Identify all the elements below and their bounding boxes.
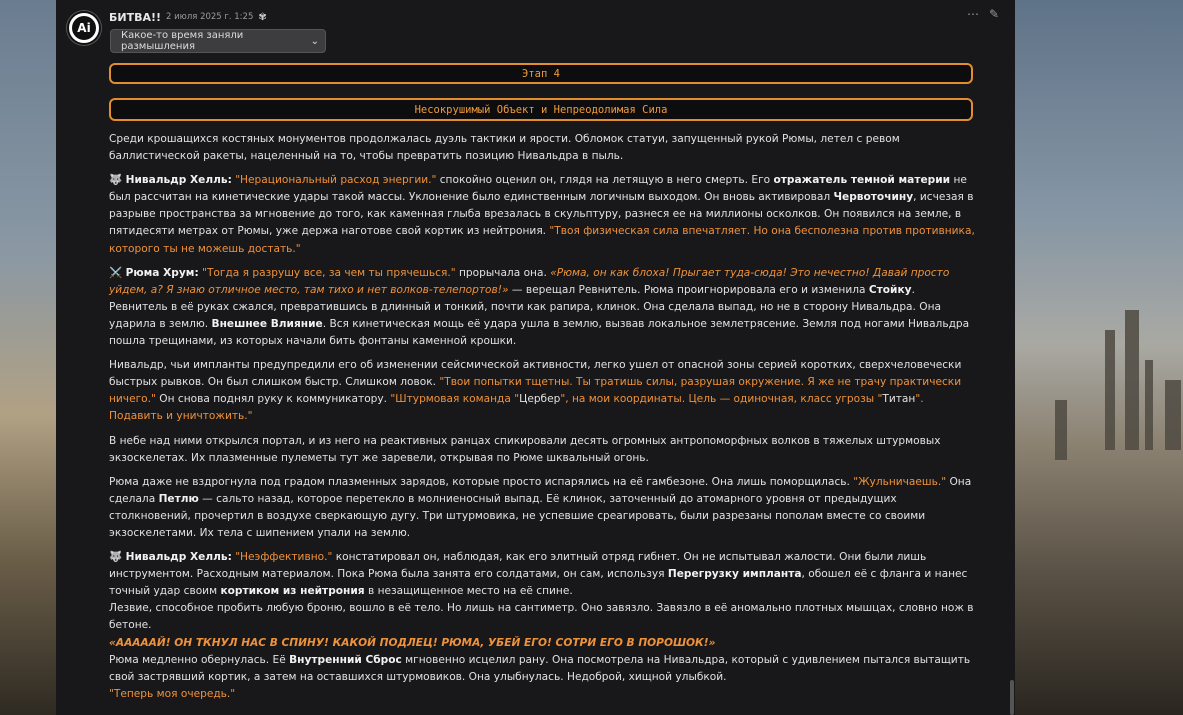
avatar-logo: Ai	[72, 16, 96, 40]
story-paragraph	[109, 474, 975, 542]
ellipsis-icon[interactable]: ⋯	[966, 7, 979, 21]
story-shout: «АААААЙ! ОН ТКНУЛ НАС В СПИНУ! КАКОЙ ПОДЛЕЦ! РЮМА, УБЕЙ ЕГО! СОТРИ ЕГО В ПОРОШОК!»	[109, 636, 716, 649]
character-name[interactable]: БИТВА!!	[109, 10, 162, 24]
narration: , исчезая в разрыве пространства за мгновение до того, как каменная глыба врезалась в скульптуру, разнеся ее на миллионы осколков. Он появился на земле, в пятидесяти метрах от Рюмы, уже держа наготове свой кортик из нейтрония.	[109, 191, 974, 238]
wolf-icon: 🐺	[109, 551, 123, 564]
scrollbar[interactable]	[1009, 0, 1015, 715]
puzzle-icon: ✾	[258, 11, 267, 23]
final-quote: "Теперь моя очередь."	[109, 687, 236, 700]
reasoning-dropdown[interactable]	[110, 29, 326, 53]
speaker-name: Нивальдр Хелль:	[125, 174, 232, 187]
narration: в незащищенное место на её спине.	[364, 585, 573, 598]
dialogue-quote: "Твоя физическая сила впечатляет. Но она бесполезна против противника, которого ты не можешь достать."	[109, 225, 975, 255]
story-paragraph	[109, 652, 975, 686]
narration: спокойно оценил он, глядя на летящую в него смерть. Его	[436, 174, 774, 187]
dialogue-quote: "Неэффективно."	[235, 551, 333, 564]
dialogue-quote: "Тогда я разрушу все, за чем ты прячешься."	[202, 266, 456, 279]
background-left	[0, 0, 56, 715]
stage-banner-text: Этап 4	[522, 67, 560, 80]
speaker-name: Рюма Хрум:	[125, 266, 199, 279]
story-paragraph: В небе над ними открылся портал, и из него на реактивных ранцах спикировали десять огромных антропоморфных волков в тяжелых штурмовых экзоскелетах. Их плазменные пулеметы тут же заревели, открывая по Рюме шквальный огонь.	[109, 434, 941, 464]
dialogue-quote: "Твои попытки тщетны. Ты тратишь силы, разрушая окружение. Я же не трачу практически ничего."	[109, 376, 962, 406]
dialogue-quote: "Штурмовая команда "	[390, 393, 520, 406]
narration: Она сделала	[109, 475, 972, 505]
narration: мгновенно исцелил рану. Она посмотрела на Нивальдра, который с удивлением пытался вытащить свой застрявший кортик, а затем на оставшихся штурмовиков. Она улыбнулась. Недоброй, хищной улыбкой.	[109, 653, 971, 683]
bold-term: Стойку	[868, 283, 912, 296]
bold-term: Внутренний Сброс	[289, 653, 402, 666]
bold-term: Червоточину	[833, 191, 914, 204]
bold-term: Внешнее Влияние	[211, 317, 323, 330]
story-text	[109, 131, 975, 703]
narration: Цербер	[519, 393, 561, 406]
bold-term: Петлю	[158, 492, 199, 505]
speaker-name: Нивальдр Хелль:	[125, 551, 232, 564]
story-paragraph	[109, 172, 975, 257]
message-header	[109, 9, 267, 25]
story-paragraph	[109, 549, 975, 600]
narration: прорычала она.	[455, 266, 551, 279]
bold-term: отражатель темной материи	[773, 174, 951, 187]
narration: Он снова поднял руку к коммуникатору.	[155, 393, 391, 406]
pencil-icon[interactable]: ✎	[988, 7, 999, 21]
narration: Рюма медленно обернулась. Её	[109, 653, 290, 666]
narration: . Вся кинетическая мощь её удара ушла в землю, вызвав локальное землетрясение. Земля под ногами Нивальдра пошла трещинами, из которых начали бить фонтаны каменной крошки.	[109, 317, 970, 348]
title-banner-text: Несокрушимый Объект и Непреодолимая Сила	[414, 103, 668, 116]
chat-message-panel	[56, 0, 1015, 715]
dialogue-quote-italic: «Рюма, он как блоха! Прыгает туда-сюда! Это нечестно! Давай просто уйдем, а? Я знаю отличное место, там тихо и нет волков-телепортов!»	[109, 266, 950, 296]
dialogue-quote: "Нерациональный расход энергии."	[235, 174, 437, 187]
reasoning-label: Какое-то время заняли размышления	[121, 30, 244, 52]
narration: не был рассчитан на кинетические удары такой массы. Уклонение было единственным логичным выходом. Он вновь активировал	[109, 174, 967, 204]
chevron-down-icon: ⌄	[310, 35, 319, 47]
stage-banner	[109, 63, 973, 84]
narration: Титан	[882, 393, 916, 406]
bold-term: Перегрузку импланта	[667, 568, 802, 581]
dialogue-quote: "Жульничаешь."	[853, 475, 947, 488]
scrollbar-thumb[interactable]	[1010, 680, 1014, 715]
story-paragraph: Среди крошащихся костяных монументов продолжалась дуэль тактики и ярости. Обломок статуи, запущенный рукой Рюмы, летел с ревом баллистической ракеты, нацеленный на то, чтобы превратить позицию Нивальдра в пыль.	[109, 133, 900, 163]
narration: , обошел её с фланга и нанес точный удар своим	[109, 568, 968, 598]
wolf-icon: 🐺	[109, 174, 123, 187]
background-right	[1015, 0, 1183, 715]
narration: Рюма даже не вздрогнула под градом плазменных зарядов, которые просто испарялись на её гамбезоне. Она лишь поморщилась.	[109, 475, 854, 488]
dialogue-quote: ". Подавить и уничтожить."	[109, 393, 924, 423]
timestamp: 2 июля 2025 г. 1:25	[166, 12, 254, 22]
avatar[interactable]	[67, 11, 101, 45]
story-paragraph	[109, 265, 975, 350]
title-banner	[109, 98, 973, 121]
story-paragraph: Лезвие, способное пробить любую броню, вошло в её тело. Но лишь на сантиметр. Оно завязло. Завязло в её аномально плотных мышцах, словно нож в бетоне.	[109, 602, 974, 632]
story-paragraph	[109, 357, 975, 425]
bold-term: кортиком из нейтрония	[220, 585, 365, 598]
narration: . Ревнитель в её руках сжался, превратившись в длинный и тонкий, почти как рапира, клинок. Она сделала выпад, но не в сторону Нивальдра. Она ударила в землю.	[109, 283, 942, 330]
narration: — сальто назад, которое перетекло в молниеносный выпад. Её клинок, заточенный до атомарного уровня от предыдущих столкновений, прочертил в воздухе сверкающую дугу. Три штурмовика, не успевшие среагировать, были разрезаны пополам вместе со своими экзоскелетами. Их тела с шипением упали на землю.	[109, 492, 926, 539]
narration: констатировал он, наблюдая, как его элитный отряд гибнет. Он не испытывал жалости. Они были лишь инструментом. Расходным материалом. Пока Рюма была занята его солдатами, он сам, используя	[109, 551, 927, 581]
narration: — верещал Ревнитель. Рюма проигнорировала его и изменила	[508, 283, 869, 296]
dialogue-quote: ", на мои координаты. Цель — одиночная, класс угрозы "	[560, 393, 883, 406]
swords-icon: ⚔️	[109, 266, 123, 279]
message-actions	[967, 7, 999, 21]
narration: Нивальдр, чьи импланты предупредили его об изменении сейсмической активности, легко ушел от опасной зоны серией коротких, сверхчеловечески быстрых рывков. Он был слишком быстр. Слишком ловок.	[109, 359, 962, 389]
